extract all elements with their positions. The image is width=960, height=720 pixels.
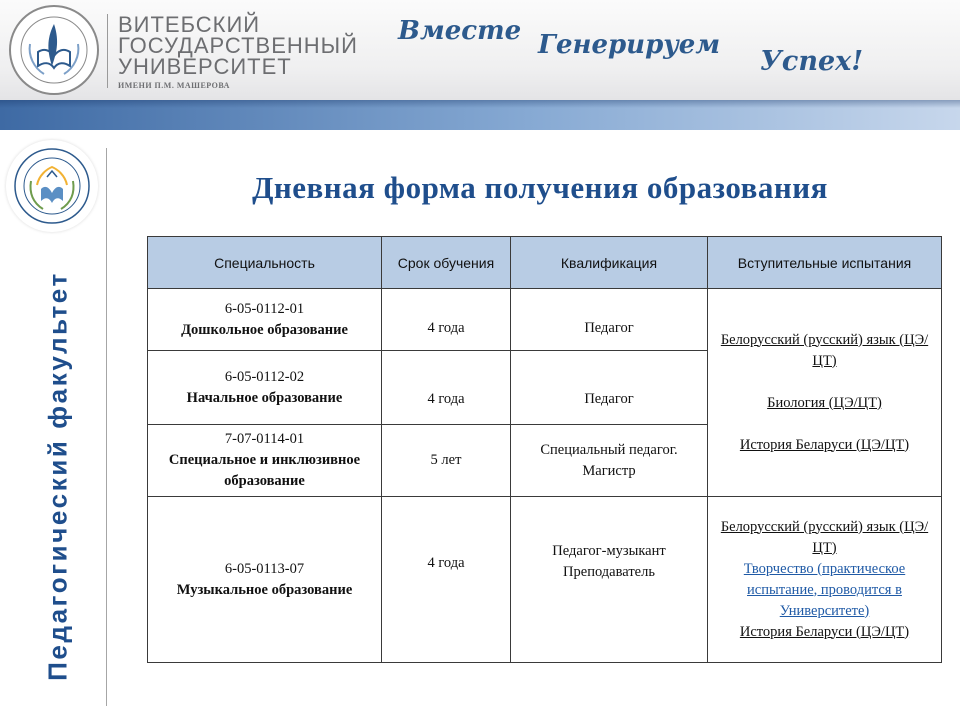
column-header-qualification: Квалификация: [511, 237, 708, 289]
slogan-word: Генерируем: [538, 30, 721, 60]
column-header-specialty: Специальность: [148, 237, 382, 289]
university-name-line: ГОСУДАРСТВЕННЫЙ: [118, 33, 358, 58]
exam-link[interactable]: Творчество (практическое испытание, проводится в Университете): [743, 560, 906, 619]
university-name: [118, 14, 358, 90]
specialty-code: 6-05-0112-01: [224, 300, 305, 317]
university-name-line: ВИТЕБСКИЙ: [118, 12, 261, 37]
specialty-cell: [148, 351, 382, 425]
qualification-cell: Специальный педагог. Магистр: [511, 425, 708, 497]
qualification-cell: Педагог-музыкант Преподаватель: [511, 497, 708, 663]
duration-cell: 5 лет: [382, 425, 511, 497]
slogan-word: Вместе: [398, 16, 522, 46]
page-title: Дневная форма получения образования: [252, 170, 828, 205]
exam-link[interactable]: История Беларуси (ЦЭ/ЦТ): [739, 436, 910, 453]
table-row: [148, 289, 942, 351]
programs-table: [147, 236, 942, 663]
table-row: [148, 497, 942, 663]
slogan-word: Успех!: [760, 46, 864, 77]
university-name-line: УНИВЕРСИТЕТ: [118, 54, 292, 79]
faculty-name: Педагогический факультет: [42, 271, 73, 681]
specialty-code: 6-05-0112-02: [224, 368, 305, 385]
specialty-cell: [148, 497, 382, 663]
specialty-code: 7-07-0114-01: [224, 431, 305, 447]
university-subtitle: ИМЕНИ П.М. МАШЕРОВА: [118, 81, 230, 90]
exam-link[interactable]: История Беларуси (ЦЭ/ЦТ): [739, 623, 910, 640]
faculty-logo: [13, 147, 91, 225]
duration-cell: 4 года: [382, 497, 511, 663]
exam-link[interactable]: Белорусский (русский) язык (ЦЭ/ЦТ): [720, 518, 929, 556]
qualification-cell: Педагог: [511, 351, 708, 425]
exam-spacer: [711, 414, 938, 435]
column-header-exams: Вступительные испытания: [708, 237, 942, 289]
specialty-name: Специальное и инклюзивное образование: [168, 452, 361, 489]
specialty-code: 6-05-0113-07: [224, 560, 305, 577]
page-header: [0, 0, 960, 100]
qualification-cell: Педагог: [511, 289, 708, 351]
header-divider: [107, 14, 108, 88]
exams-cell: [708, 289, 942, 497]
specialty-name: Музыкальное образование: [176, 581, 353, 598]
exam-link[interactable]: Биология (ЦЭ/ЦТ): [767, 394, 882, 411]
specialty-cell: [148, 425, 382, 497]
column-header-duration: Срок обучения: [382, 237, 511, 289]
exam-link[interactable]: Белорусский (русский) язык (ЦЭ/ЦТ): [720, 331, 929, 369]
university-logo: [8, 4, 100, 96]
duration-cell: 4 года: [382, 351, 511, 425]
table-header-row: [148, 237, 942, 289]
sidebar-divider: [106, 148, 107, 706]
specialty-name: Начальное образование: [186, 389, 343, 406]
specialty-cell: [148, 289, 382, 351]
specialty-name: Дошкольное образование: [181, 321, 348, 338]
exams-cell: [708, 497, 942, 663]
exam-spacer: [711, 372, 938, 393]
duration-cell: 4 года: [382, 289, 511, 351]
header-band-shadow: [0, 100, 960, 108]
